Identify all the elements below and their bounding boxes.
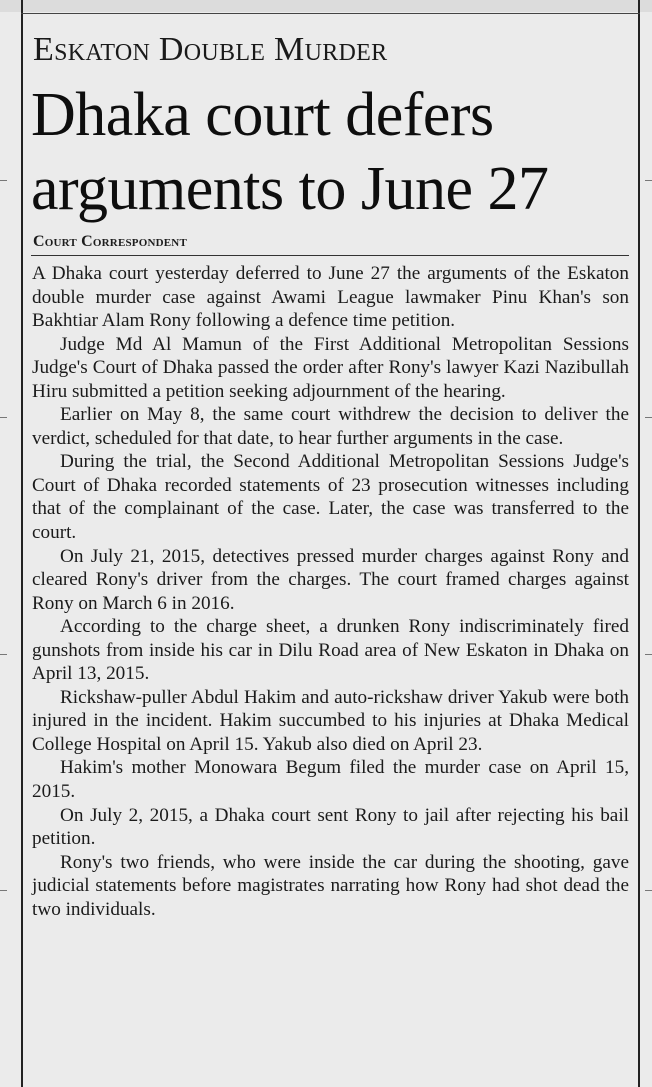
edge-mark [645, 890, 652, 891]
article-paragraph: Hakim's mother Monowara Begum filed the murder case on April 15, 2015. [32, 757, 629, 803]
column-rule-right [638, 0, 640, 1087]
edge-mark [0, 417, 7, 418]
previous-article-cutoff [0, 0, 652, 12]
article-paragraph: A Dhaka court yesterday deferred to June 27 the arguments of the Eskaton double murder case against Awami League lawmaker Pinu Khan's son Bakhtiar Alam Rony following a defence time petition. [32, 263, 629, 332]
edge-mark [645, 417, 652, 418]
article-paragraph: On July 2, 2015, a Dhaka court sent Rony to jail after rejecting his bail petition. [32, 804, 629, 850]
article-paragraph: According to the charge sheet, a drunken Rony indiscriminately fired gunshots from inside his car in Dilu Road area of New Eskaton in Dhaka on April 13, 2015. [32, 616, 629, 685]
article-body [32, 262, 629, 921]
article-paragraph: Rony's two friends, who were inside the car during the shooting, gave judicial statements before magistrates narrating how Rony had shot dead the two individuals. [32, 851, 629, 920]
edge-mark [645, 180, 652, 181]
article-paragraph: Judge Md Al Mamun of the First Additional Metropolitan Sessions Judge's Court of Dhaka passed the order after Rony's lawyer Kazi Nazibullah Hiru submitted a petition seeking adjournment of the hearing. [32, 333, 629, 402]
article-paragraph: Rickshaw-puller Abdul Hakim and auto-rickshaw driver Yakub were both injured in the incident. Hakim succumbed to his injuries at Dhaka Medical College Hospital on April 15. Yakub also died on April 23. [32, 686, 629, 755]
article-paragraph: On July 21, 2015, detectives pressed murder charges against Rony and cleared Rony's driver from the charges. The court framed charges against Rony on March 6 in 2016. [32, 545, 629, 614]
column-rule-left [21, 0, 23, 1087]
article-paragraph: During the trial, the Second Additional Metropolitan Sessions Judge's Court of Dhaka recorded statements of 23 prosecution witnesses including that of the complainant of the case. Later, the case was transferred to the court. [32, 451, 629, 544]
byline-divider [31, 255, 629, 256]
edge-mark [0, 890, 7, 891]
article-headline: Dhaka court defers arguments to June 27 [31, 81, 549, 223]
top-divider [21, 13, 640, 14]
edge-mark [0, 180, 7, 181]
edge-mark [0, 654, 7, 655]
edge-mark [645, 654, 652, 655]
article-byline: Court Correspondent [33, 233, 187, 250]
article-kicker: Eskaton Double Murder [33, 31, 388, 68]
article-paragraph: Earlier on May 8, the same court withdrew the decision to deliver the verdict, scheduled for that date, to hear further arguments in the case. [32, 404, 629, 449]
